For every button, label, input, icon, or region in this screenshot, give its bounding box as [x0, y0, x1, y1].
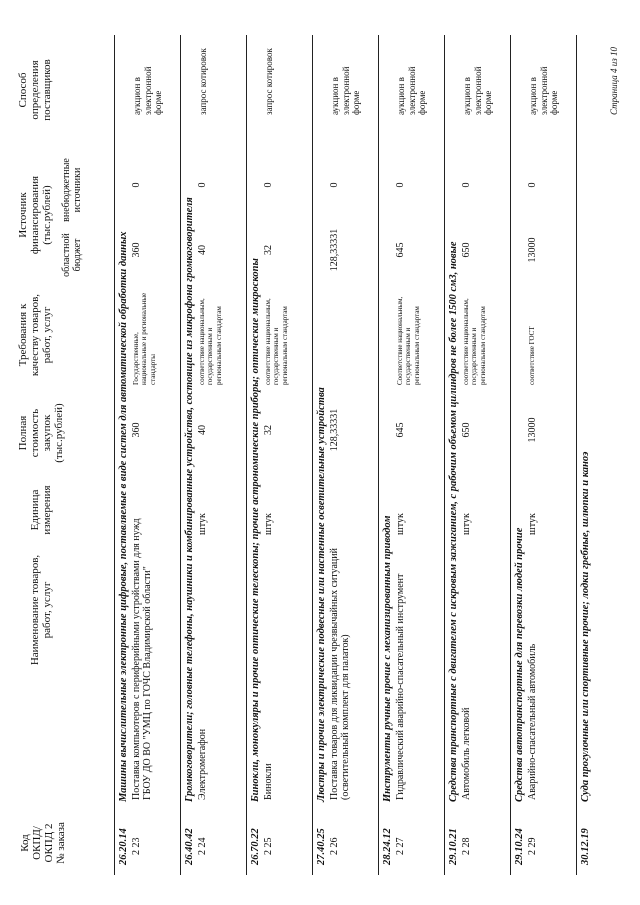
item-requirements: соответствие национальным, государственным и региональным стандартам	[264, 298, 289, 385]
item-budget: 40	[197, 245, 208, 255]
order-number: 2 28	[461, 837, 472, 855]
item-extra-budget: 0	[197, 182, 208, 188]
okpd-code: 26.20.14	[118, 828, 129, 865]
item-unit: штук	[527, 513, 538, 535]
item-unit: штук	[461, 513, 472, 535]
header-req: работ, услуг	[41, 306, 53, 364]
header-method: поставщиков	[41, 59, 53, 121]
header-code: № заказа	[55, 822, 67, 864]
header-method: определения	[29, 60, 41, 120]
header-fin-sub-extra: внебюджетные	[61, 158, 72, 222]
header-method: Способ	[17, 72, 29, 108]
header-cost: закупок	[41, 414, 53, 452]
header-req: Требования к	[17, 303, 29, 367]
okpd-code: 27.40.25	[316, 828, 327, 865]
header-fin: Источник	[17, 192, 29, 238]
item-cost: 13000	[527, 417, 538, 443]
row-divider	[444, 35, 445, 875]
okpd-code: 29.10.21	[448, 828, 459, 865]
item-extra-budget: 0	[527, 182, 538, 188]
header-unit: измерения	[41, 485, 53, 535]
item-budget: 32	[263, 245, 274, 255]
item-cost: 128,33331	[329, 408, 340, 452]
item-budget: 645	[395, 242, 406, 258]
item-extra-budget: 0	[131, 182, 142, 188]
item-cost: 32	[263, 425, 274, 435]
item-name: Бинокли	[263, 763, 274, 800]
item-budget: 13000	[527, 237, 538, 263]
section-title: Средства автотранспортные для перевозки людей прочие	[514, 527, 525, 802]
header-fin-sub-budget: областной	[61, 233, 72, 277]
header-unit: Единица	[29, 489, 41, 531]
row-divider	[180, 35, 181, 875]
row-divider	[510, 35, 511, 875]
header-code: ОКПД 2	[43, 823, 55, 863]
item-method: запрос котировок	[198, 48, 208, 115]
page-number: Страница 4 из 10	[609, 47, 619, 115]
section-title: Машины вычислительные электронные цифровые, поставляемые в виде систем для автоматической обработки данных	[118, 231, 129, 802]
header-cost: стоимость	[29, 408, 41, 458]
item-requirements: Соответствие национальным, государственным и региональным стандартам	[396, 296, 421, 385]
okpd-code: 29.10.24	[514, 828, 525, 865]
item-method: аукцион в электронной форме	[528, 66, 560, 115]
item-requirements: соответствие национальным, государственным и региональным стандартам	[198, 298, 223, 385]
section-title: Бинокли, монокуляры и прочие оптические телескопы; прочие астрономические приборы; оптические микроскопы	[250, 258, 261, 802]
item-extra-budget: 0	[329, 182, 340, 188]
okpd-code: 30.12.19	[580, 828, 591, 865]
item-name: Поставка товаров для ликвидации чрезвычайных ситуаций	[329, 548, 340, 800]
section-title: Суда прогулочные или спортивные прочие; лодки гребные, шлюпки и каноэ	[580, 451, 591, 802]
item-extra-budget: 0	[263, 182, 274, 188]
item-cost: 650	[461, 422, 472, 438]
item-method: запрос котировок	[264, 48, 274, 115]
order-number: 2 25	[263, 837, 274, 855]
row-divider	[114, 35, 115, 875]
header-fin: (тыс.рублей)	[41, 185, 53, 245]
item-method: аукцион в электронной форме	[330, 66, 362, 115]
item-unit: штук	[263, 513, 274, 535]
section-title: Средства транспортные с двигателем с искровым зажиганием, с рабочим объемом цилиндров не более 1500 см3, новые	[448, 241, 459, 802]
item-unit: штук	[395, 513, 406, 535]
header-fin-sub-budget: бюджет	[72, 238, 83, 272]
item-cost: 360	[131, 422, 142, 438]
section-title: Громкоговорители; головные телефоны, наушники и комбинированные устройства, состоящие из микрофона громкоговорителя	[184, 197, 195, 802]
order-number: 2 27	[395, 837, 406, 855]
item-name: ГБОУ ДО ВО "УМЦ по ГОЧС Владимирской области"	[142, 566, 153, 800]
header-name: работ, услуг	[41, 581, 53, 639]
header-fin: финансирования	[29, 175, 41, 255]
item-method: аукцион в электронной форме	[132, 66, 164, 115]
row-divider	[378, 35, 379, 875]
header-cost: Полная	[17, 415, 29, 451]
item-unit: штук	[197, 513, 208, 535]
order-number: 2 29	[527, 837, 538, 855]
item-requirements: Государственные, национальные и региональные стандарты	[132, 292, 157, 385]
item-name: Автомобиль легковой	[461, 707, 472, 800]
okpd-code: 26.40.42	[184, 828, 195, 865]
item-name: Аварийно-спасательный автомобиль	[527, 643, 538, 800]
item-extra-budget: 0	[461, 182, 472, 188]
header-req: качеству товаров,	[29, 293, 41, 377]
item-budget: 360	[131, 242, 142, 258]
item-budget: 128,33331	[329, 228, 340, 272]
item-name: Гидравлический аварийно-спасательный инструмент	[395, 573, 406, 800]
item-requirements: соответствие ГОСТ	[528, 326, 536, 385]
order-number: 2 24	[197, 837, 208, 855]
order-number: 2 23	[131, 837, 142, 855]
item-cost: 40	[197, 425, 208, 435]
item-budget: 650	[461, 242, 472, 258]
item-name: (осветительный комплект для палаток)	[340, 634, 351, 800]
item-method: аукцион в электронной форме	[396, 66, 428, 115]
okpd-code: 26.70.22	[250, 828, 261, 865]
row-divider	[576, 35, 577, 875]
header-fin-sub-extra: источники	[72, 167, 83, 213]
header-name: Наименование товаров,	[29, 554, 41, 666]
item-method: аукцион в электронной форме	[462, 66, 494, 115]
item-requirements: соответствие национальным, государственным и региональным стандартам	[462, 298, 487, 385]
header-code: Код	[19, 834, 31, 852]
okpd-code: 28.24.12	[382, 828, 393, 865]
row-divider	[246, 35, 247, 875]
item-name: Поставка компьютеров с периферийными устройствами для нужд	[131, 518, 142, 800]
header-code: ОКПД/	[31, 826, 43, 860]
section-title: Инструменты ручные прочие с механизированным приводом	[382, 515, 393, 802]
item-cost: 645	[395, 422, 406, 438]
header-cost: (тыс.рублей)	[53, 403, 65, 463]
item-name: Электромегафон	[197, 728, 208, 800]
section-title: Люстры и прочие электрические подвесные или настенные осветительные устройства	[316, 387, 327, 802]
order-number: 2 26	[329, 837, 340, 855]
row-divider	[312, 35, 313, 875]
item-extra-budget: 0	[395, 182, 406, 188]
